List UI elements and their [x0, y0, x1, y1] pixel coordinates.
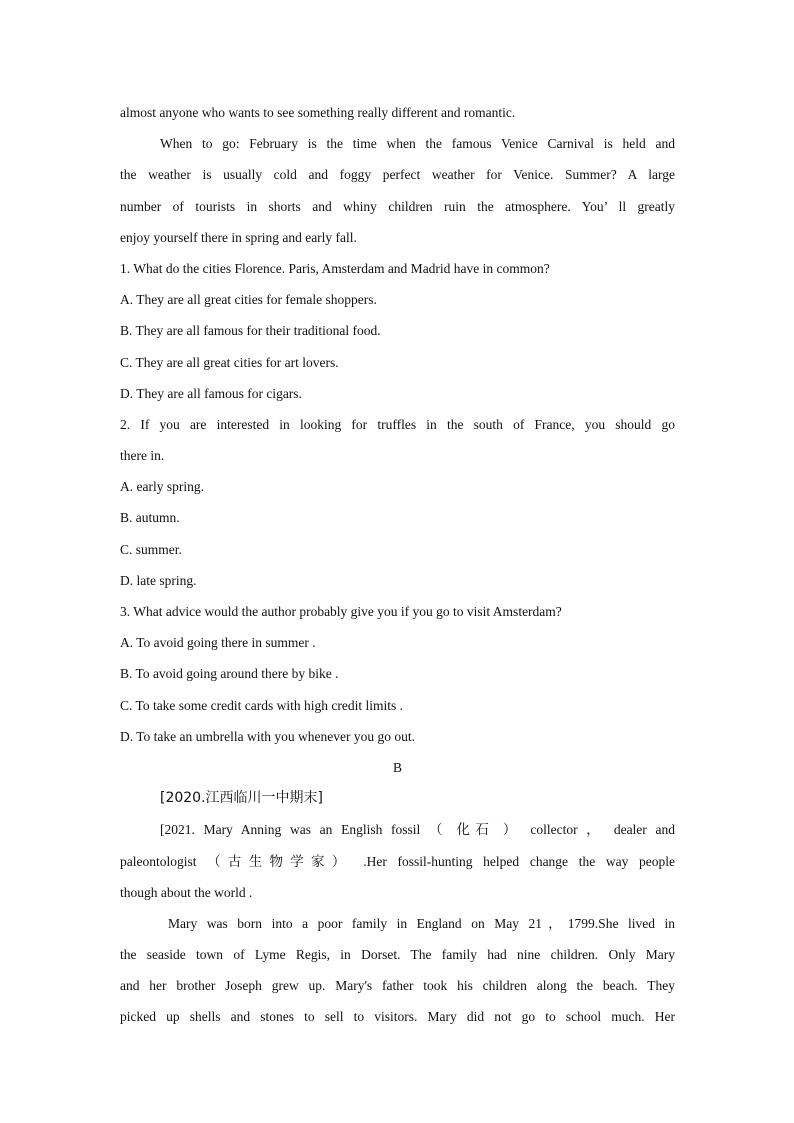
document-page: [120, 97, 675, 1033]
question-stem: 1. What do the cities Florence. Paris, Amsterdam and Madrid have in common?: [120, 260, 550, 276]
question-3: [120, 596, 675, 752]
passage-b-line: Mary was born into a poor family in England on May 21，1799.She lived in: [168, 915, 675, 931]
question-stem: 3. What advice would the author probably give you if you go to visit Amsterdam?: [120, 604, 562, 619]
source-note: [2020.江西临川一中期末]: [160, 790, 324, 807]
answer-option: B. They are all famous for their traditional food.: [120, 323, 381, 339]
answer-option: A. early spring.: [120, 479, 204, 495]
answer-option: B. To avoid going around there by bike .: [120, 666, 339, 682]
answer-option: A. To avoid going there in summer .: [120, 635, 316, 651]
question-stem: there in.: [120, 448, 165, 464]
question-1: [120, 253, 675, 409]
answer-option: D. late spring.: [120, 572, 197, 588]
answer-option: C. To take some credit cards with high credit limits .: [120, 697, 403, 713]
passage-a-line: the weather is usually cold and foggy perfect weather for Venice. Summer? A large: [120, 167, 675, 183]
passage-a-line: number of tourists in shorts and whiny children ruin the atmosphere. You’ ll greatly: [120, 198, 675, 214]
passage-a-line: When to go: February is the time when the famous Venice Carnival is held and: [160, 136, 675, 152]
passage-b-line: though about the world .: [120, 884, 253, 900]
answer-option: B. autumn.: [120, 510, 180, 526]
passage-a-line: enjoy yourself there in spring and early fall.: [120, 229, 357, 245]
question-2: [120, 409, 675, 596]
passage-b-line: [2021. Mary Anning was an English fossil （ 化石 ） collector ， dealer and: [160, 822, 675, 838]
passage-b-line: picked up shells and stones to sell to visitors. Mary did not go to school much. Her: [120, 1009, 675, 1025]
answer-option: C. They are all great cities for art lovers.: [120, 354, 339, 370]
answer-option: C. summer.: [120, 541, 182, 557]
answer-option: A. They are all great cities for female shoppers.: [120, 292, 377, 308]
section-heading: B: [392, 759, 402, 775]
answer-option: D. To take an umbrella with you whenever you go out.: [120, 728, 415, 744]
passage-b-line: and her brother Joseph grew up. Mary's father took his children along the beach. They: [120, 978, 675, 994]
passage-b-line: the seaside town of Lyme Regis, in Dorset. The family had nine children. Only Mary: [120, 947, 675, 963]
question-stem: 2. If you are interested in looking for truffles in the south of France, you should go: [120, 416, 675, 432]
passage-b-line: paleontologist （古生物学家） .Her fossil-hunting helped change the way people: [120, 853, 675, 869]
answer-option: D. They are all famous for cigars.: [120, 385, 302, 401]
passage-a-line: almost anyone who wants to see something really different and romantic.: [120, 105, 516, 120]
